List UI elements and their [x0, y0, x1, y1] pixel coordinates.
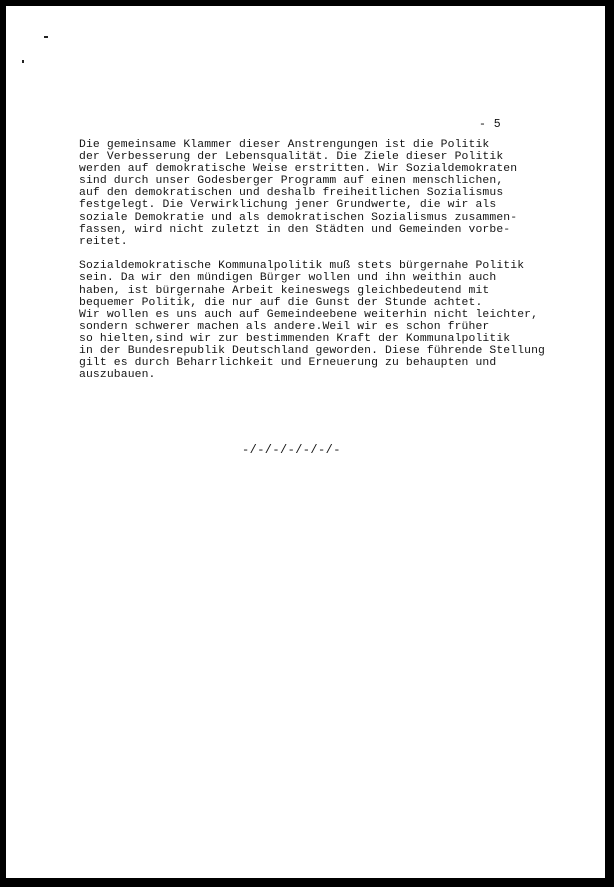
text-line: festgelegt. Die Verwirklichung jener Grundwerte, die wir als — [79, 199, 497, 212]
text-line: der Verbesserung der Lebensqualität. Die Ziele dieser Politik — [79, 151, 504, 164]
text-line: reitet. — [79, 235, 128, 248]
text-line: soziale Demokratie und als demokratischen Sozialismus zusammen- — [79, 211, 518, 224]
paragraph — [79, 139, 599, 248]
text-line: fassen, wird nicht zuletzt in den Städten und Gemeinden vorbe- — [79, 223, 511, 236]
text-line: bequemer Politik, die nur auf die Gunst der Stunde achtet. — [79, 296, 483, 309]
document-body — [79, 139, 599, 381]
text-line: werden auf demokratische Weise erstritten. Wir Sozialdemokraten — [79, 163, 518, 176]
scan-mark — [44, 36, 48, 38]
text-line: sein. Da wir den mündigen Bürger wollen und ihn weithin auch — [79, 272, 497, 285]
document-page — [6, 6, 608, 878]
text-line: haben, ist bürgernahe Arbeit keineswegs gleichbedeutend mit — [79, 284, 490, 297]
text-line: Die gemeinsame Klammer dieser Anstrengungen ist die Politik — [79, 139, 490, 151]
text-line: Sozialdemokratische Kommunalpolitik muß stets bürgernahe Politik — [79, 260, 525, 273]
text-line: in der Bundesrepublik Deutschland geworden. Diese führende Stellung — [79, 345, 546, 357]
page-number: - 5 — [479, 118, 502, 131]
text-line: sind durch unser Godesberger Programm auf einen menschlichen, — [79, 175, 504, 188]
text-line: Wir wollen es uns auch auf Gemeindeebene weiterhin nicht leichter, — [79, 308, 539, 321]
text-line: sondern schwerer machen als andere.Weil wir es schon früher — [79, 320, 490, 333]
paragraph — [79, 260, 599, 381]
scan-mark — [22, 60, 24, 63]
text-line: gilt es durch Beharrlichkeit und Erneuerung zu behaupten und — [79, 357, 497, 370]
end-separator: -/-/-/-/-/-/- — [242, 443, 341, 457]
text-line: so hielten,sind wir zur bestimmenden Kraft der Kommunalpolitik — [79, 332, 511, 345]
text-line: auf den demokratischen und deshalb freiheitlichen Sozialismus — [79, 187, 504, 200]
text-line: auszubauen. — [79, 369, 156, 382]
